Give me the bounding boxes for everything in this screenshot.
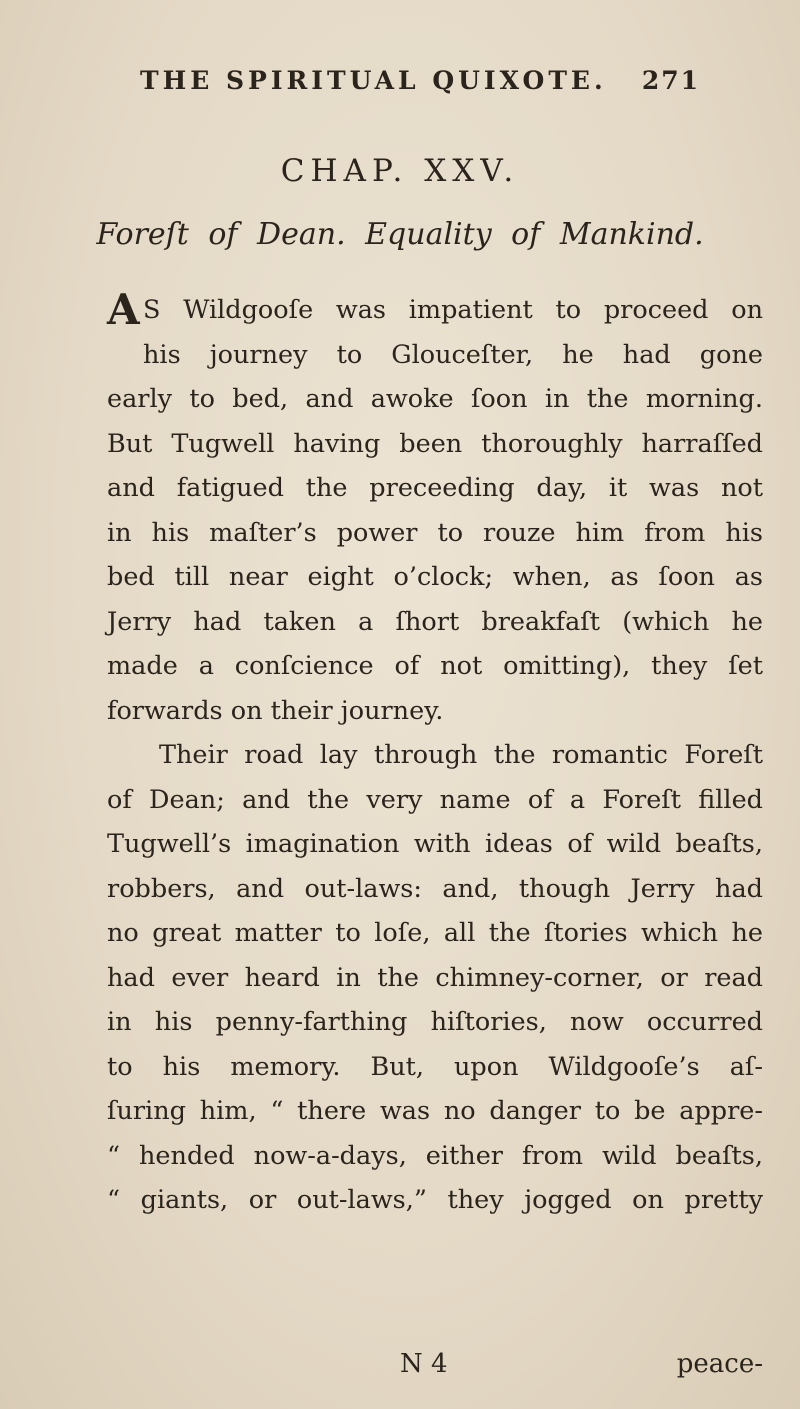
text-line — [107, 285, 763, 334]
text-line: forwards on their journey. — [107, 695, 444, 726]
text-line: and fatigued the preceeding day, it was not — [107, 473, 763, 503]
text-line: Their road lay through the romantic Foreſt — [159, 740, 763, 770]
text-line: in his penny-farthing hiſtories, now occurred — [107, 1007, 763, 1037]
chapter-heading: CHAP. XXV. — [280, 153, 520, 189]
text-line: ſuring him, “ there was no danger to be appre- — [107, 1096, 763, 1126]
page-number: 271 — [641, 66, 700, 95]
signature-mark: N 4 — [400, 1349, 448, 1379]
text-line: Tugwell’s imagination with ideas of wild beaſts, — [107, 829, 763, 859]
text-line: Jerry had taken a ſhort breakfaſt (which he — [107, 606, 763, 637]
running-head — [120, 66, 720, 106]
text-line: bed till near eight o’clock; when, as ſoon as — [107, 562, 763, 592]
drop-cap: A — [107, 285, 140, 334]
text-line: in his maſter’s power to rouze him from his — [107, 517, 763, 548]
text-line: no great matter to loſe, all the ſtories which he — [107, 918, 763, 948]
text-line: had ever heard in the chimney-corner, or read — [107, 962, 763, 993]
text-line: “ giants, or out-laws,” they jogged on pretty — [107, 1185, 763, 1215]
text-line: But Tugwell having been thoroughly harraſſed — [107, 428, 763, 459]
text-line: “ hended now-a-days, either from wild beaſts, — [107, 1140, 763, 1171]
body-text — [107, 285, 763, 1223]
text-line: of Dean; and the very name of a Foreſt filled — [107, 784, 763, 815]
text-line: his journey to Glouceſter, he had gone — [143, 339, 763, 370]
catchword: peace- — [676, 1349, 763, 1379]
chapter-subtitle: Foreſt of Dean. Equality of Mankind. — [96, 217, 704, 252]
catchline — [107, 1342, 763, 1386]
running-title: THE SPIRITUAL QUIXOTE. — [140, 66, 607, 95]
text-line: to his memory. But, upon Wildgooſe’s aſ- — [107, 1051, 763, 1082]
text-line-content: S Wildgooſe was impatient to proceed on — [143, 295, 763, 325]
text-line: robbers, and out-laws: and, though Jerry had — [107, 873, 763, 904]
text-line: made a conſcience of not omitting), they ſet — [107, 651, 763, 681]
text-line: early to bed, and awoke ſoon in the morning. — [107, 384, 763, 414]
